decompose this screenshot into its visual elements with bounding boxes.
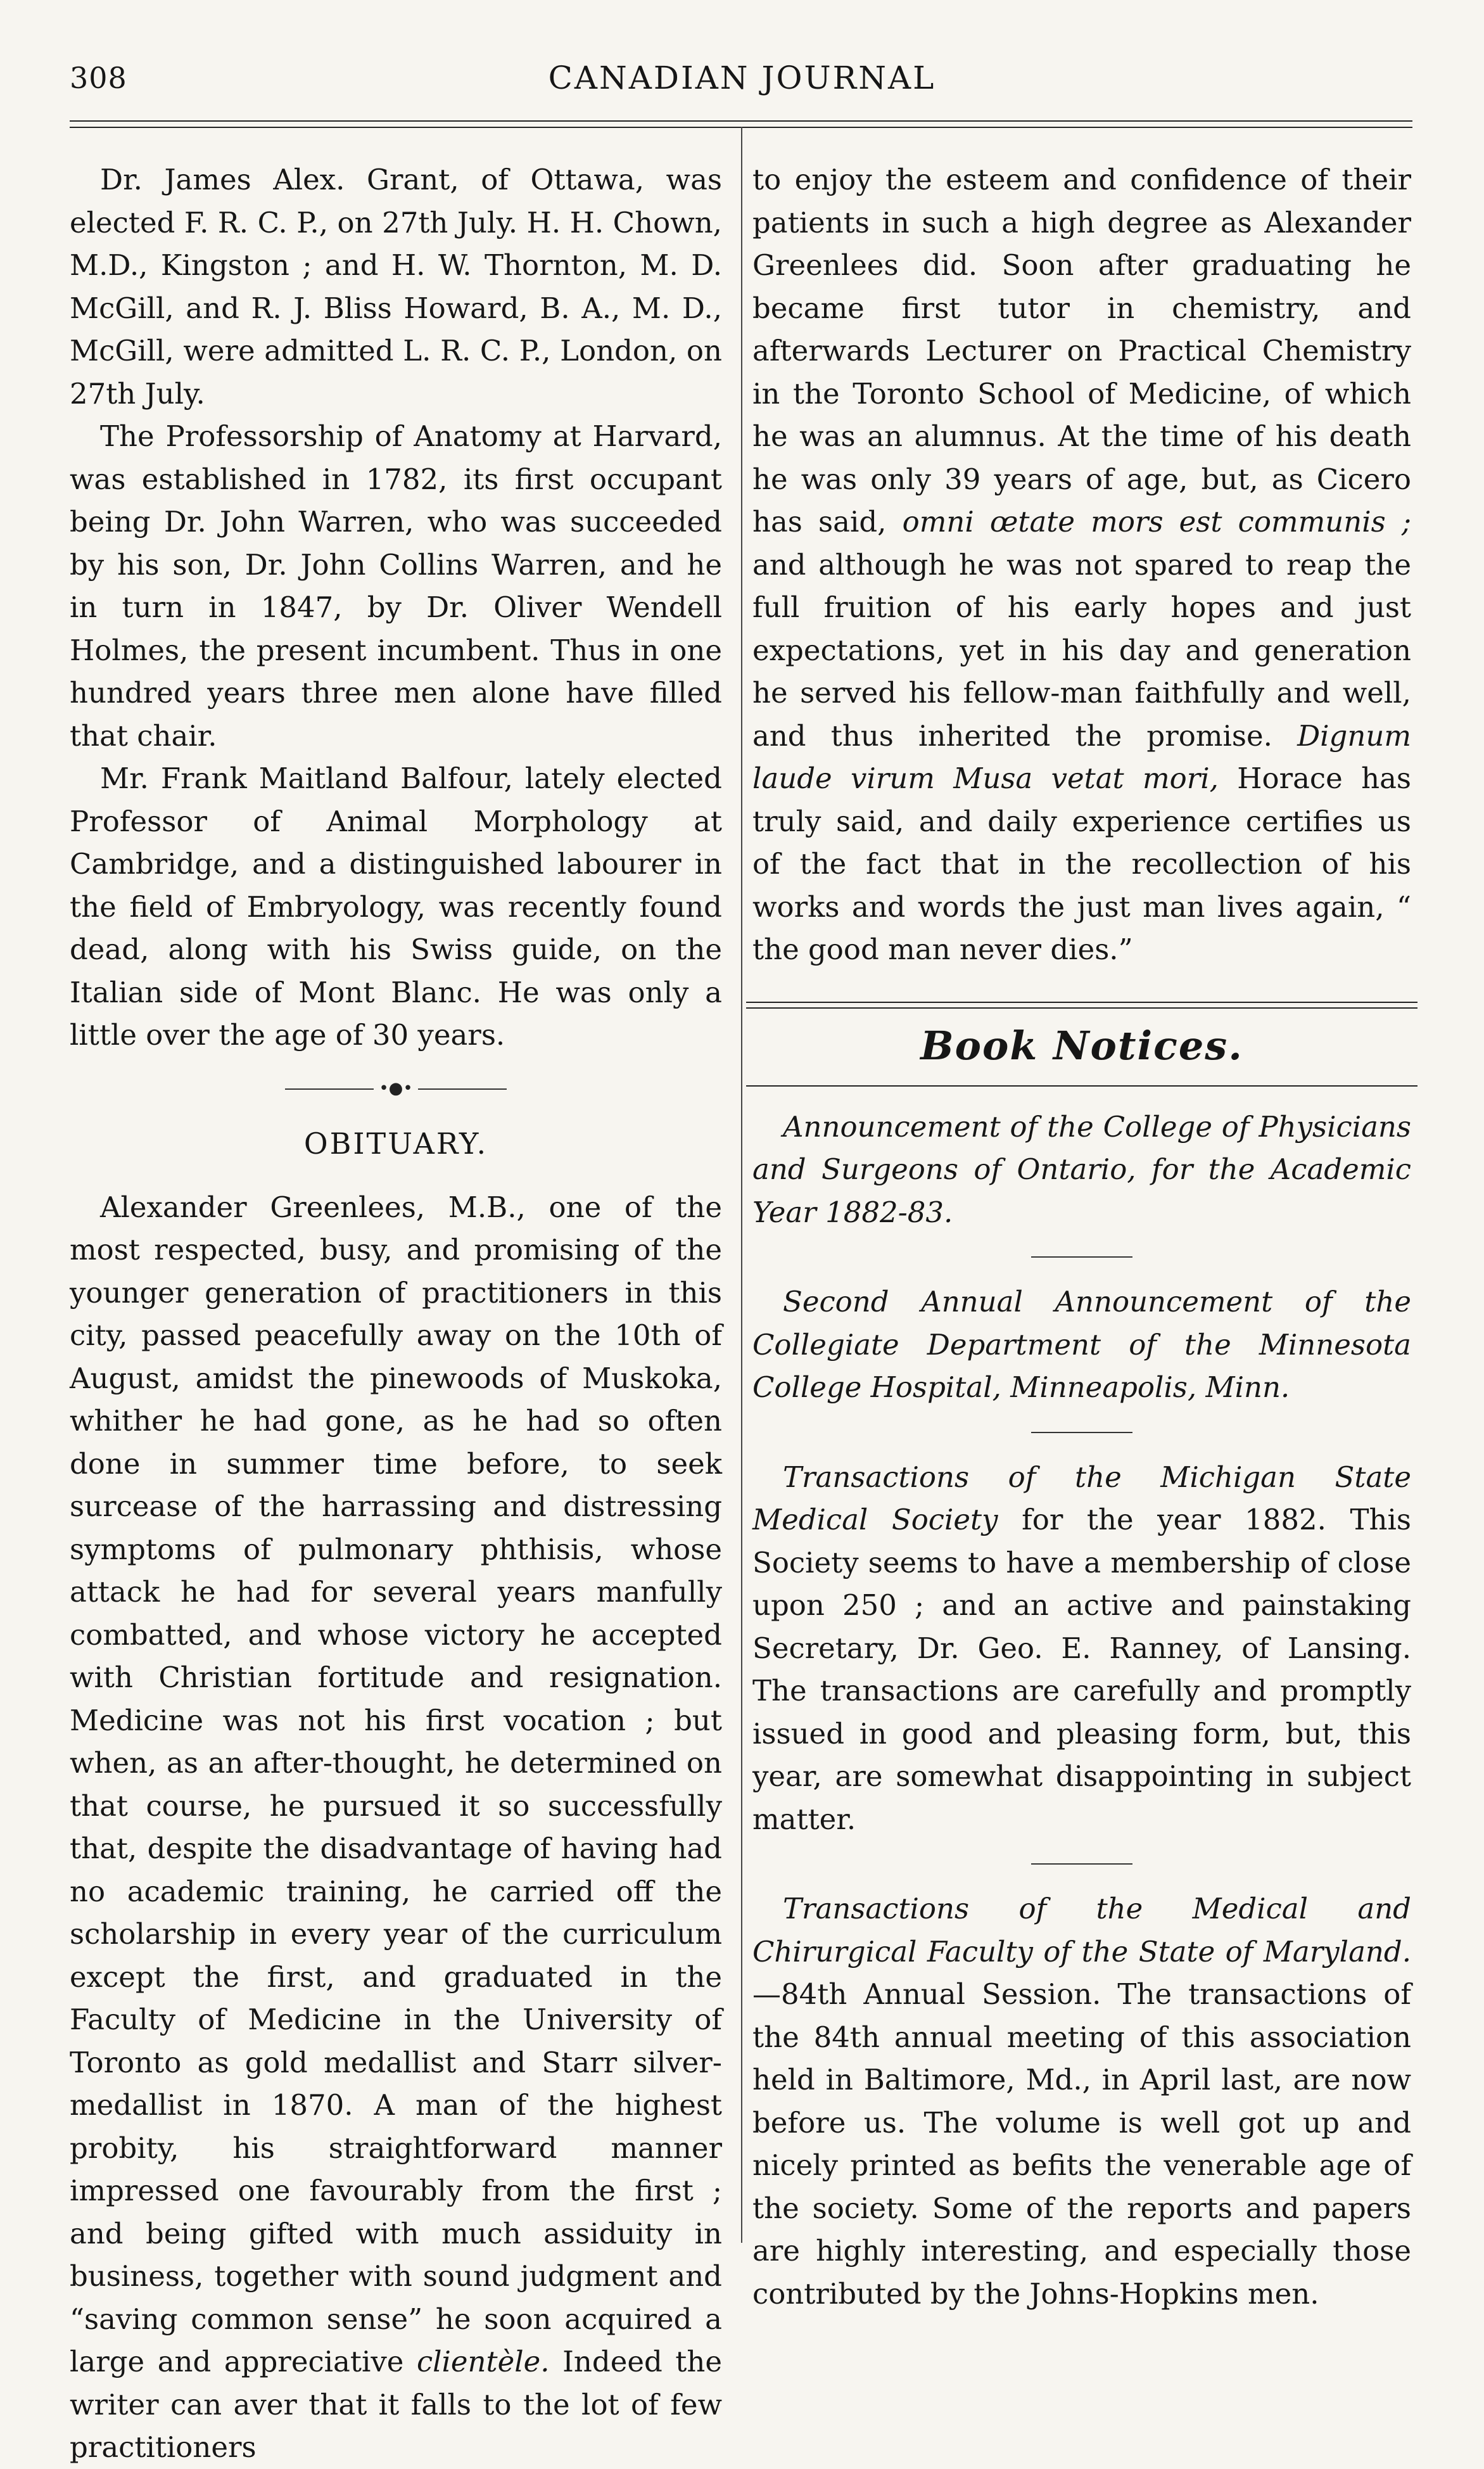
obituary-part2: Indeed the writer can aver that it falls to the lot of few practitioners (70, 2345, 722, 2464)
news-item-harvard: The Professorship of Anatomy at Harvard, was established in 1782, its first occupant being Dr. John Warren, who was succeeded by his son, Dr. John Collins Warren, and he in turn in 1847, by Dr. Oliver Wendell Holmes, the present incumbent. Thus in one hundred years three men alone have filled that chair. (70, 419, 722, 753)
obituary-continuation (752, 158, 1411, 971)
latin-quote-cicero: omni œtate mors est communis ; (902, 505, 1412, 539)
section-ornament (70, 1078, 722, 1098)
notice-maryland-title: Transactions of the Medical and Chirurgical Faculty of the State of Maryland. (752, 1892, 1411, 1968)
page-number: 308 (70, 61, 127, 95)
book-notice-michigan (752, 1456, 1411, 1841)
news-item-grant: Dr. James Alex. Grant, of Ottawa, was elected F. R. C. P., on 27th July. H. H. Chown, M.D., Kingston ; and H. W. Thornton, M. D. McGill, and R. J. Bliss Howard, B. A., M. D., McGill, were admitted L. R. C. P., London, on 27th July. (70, 163, 722, 411)
left-column (70, 158, 722, 2469)
obituary-cont-a: to enjoy the esteem and confidence of their patients in such a high degree as Alexander Greenlees did. Soon after graduating he became first tutor in chemistry, and afterwards Lecturer on Practical Chemistry in the Toronto School of Medicine, of which he was an alumnus. At the time of his death he was only 39 years of age, but, as Cicero has said, (752, 163, 1411, 539)
running-title: CANADIAN JOURNAL (548, 60, 936, 96)
obituary-cont-c: Horace has truly said, and daily experience certifies us of the fact that in the recollection of his works and words the just man lives again, “ the good man never dies.” (752, 762, 1411, 966)
obituary-cont-b: and although he was not spared to reap the full fruition of his early hopes and just expectations, yet in his day and generation he served his fellow-man faithfully and well, and thus inherited the promise. (752, 547, 1411, 753)
notice-maryland-body: —84th Annual Session. The transactions of the 84th annual meeting of this association held in Baltimore, Md., in April last, are now before us. The volume is well got up and nicely printed as befits the venerable age of the society. Some of the reports and papers are highly interesting, and especially those contributed by the Johns-Hopkins men. (752, 1977, 1411, 2311)
column-divider (741, 127, 742, 2243)
obituary-text (70, 1186, 722, 2469)
header-rule-top (70, 120, 1412, 122)
right-column (752, 158, 1411, 2315)
ornament-glyph: •●• (379, 1078, 413, 1098)
book-notice-ontario: Announcement of the College of Physicians and Surgeons of Ontario, for the Academic Year 1882-83. (752, 1109, 1411, 1229)
notice-michigan-title: Transactions of the Michigan State Medical Society (752, 1460, 1411, 1536)
page-header (0, 0, 1484, 114)
obituary-part1: Alexander Greenlees, M.B., one of the most respected, busy, and promising of the younger generation of practitioners in this city, passed peacefully away on the 10th of August, amidst the pinewoods of Muskoka, whither he had gone, as he had so often done in summer time before, to seek surcease of the harrassing and distressing symptoms of pulmonary phthisis, whose attack he had for several years manfully combatted, and whose victory he accepted with Christian fortitude and resignation. Medicine was not his first vocation ; but when, as an after-thought, he determined on that course, he pursued it so successfully that, despite the disadvantage of having had no academic training, he carried off the scholarship in every year of the curriculum except the first, and graduated in the Faculty of Medicine in the University of Toronto as gold medallist and Starr silver-medallist in 1870. A man of the highest probity, his straightforward manner impressed one favourably from the first ; and being gifted with much assiduity in business, together with sound judgment and “saving common sense” he soon acquired a large and appreciative (70, 1190, 722, 2378)
latin-quote-horace: Dignum laude virum Musa vetat mori, (752, 718, 1411, 795)
obituary-clientele: clientèle. (416, 2345, 550, 2378)
news-item-balfour: Mr. Frank Maitland Balfour, lately elected Professor of Animal Morphology at Cambridge, and a distinguished labourer in the field of Embryology, was recently found dead, along with his Swiss guide, on the Italian side of Mont Blanc. He was only a little over the age of 30 years. (70, 762, 722, 1052)
book-notices-heading: Book Notices. (920, 1022, 1243, 1069)
book-notice-minnesota: Second Annual Announcement of the Collegiate Department of the Minnesota College Hospital, Minneapolis, Minn. (752, 1285, 1411, 1404)
notice-michigan-body: for the year 1882. This Society seems to have a membership of close upon 250 ; and an active and painstaking Secretary, Dr. Geo. E. Ranney, of Lansing. The transactions are carefully and promptly issued in good and pleasing form, but, this year, are somewhat disappointing in subject matter. (752, 1503, 1411, 1836)
book-notice-maryland (752, 1887, 1411, 2315)
obituary-title: OBITUARY. (303, 1126, 488, 1161)
